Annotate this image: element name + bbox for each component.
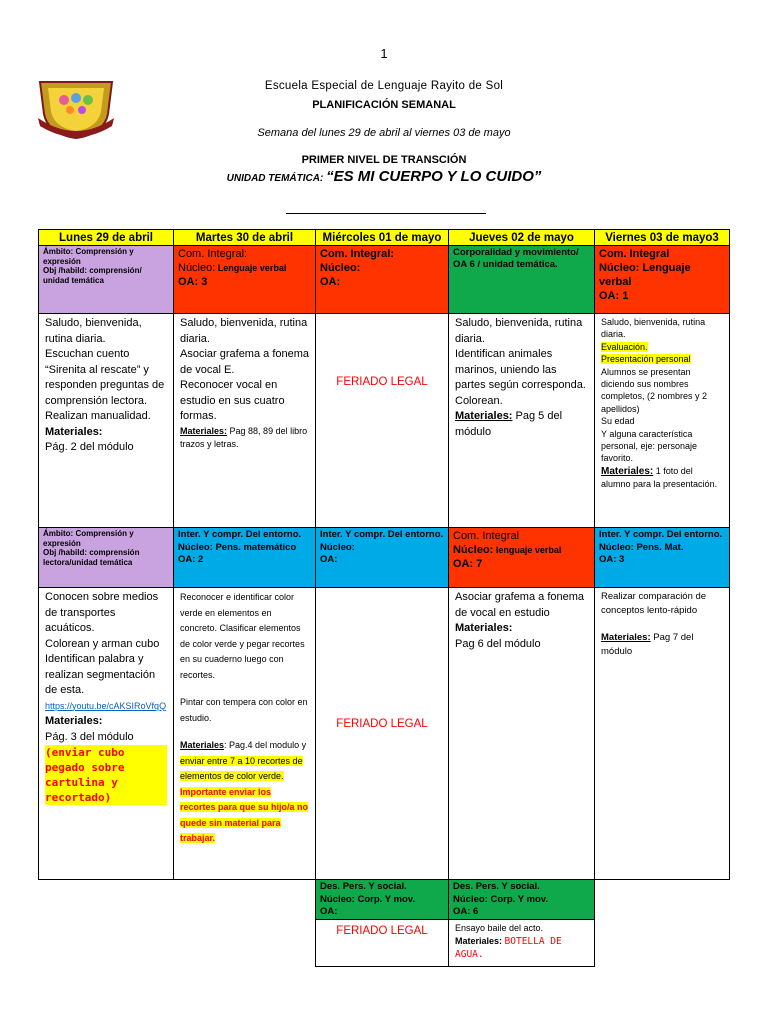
school-name: Escuela Especial de Lenguaje Rayito de Sol — [264, 80, 504, 92]
video-link[interactable]: https://youtu.be/cAKSIRoVfqQ — [45, 700, 167, 711]
thursday-head-1: Corporalidad y movimiento/ OA 6 / unidad temática. — [449, 246, 595, 314]
wednesday-head-1: Com. Integral: Núcleo: OA: — [316, 246, 449, 314]
unit-name: “ES MI CUERPO Y LO CUIDO” — [326, 168, 542, 185]
tuesday-head-1: Com. Integral: Núcleo: Lenguaje verbal OA: 3 — [174, 246, 316, 314]
page-number: 1 — [380, 46, 388, 61]
friday-activities-1: Saludo, bienvenida, rutina diaria. Evaluación. Presentación personal Alumnos se presentan diciendo sus nombres completos, (2 nombres y 2 apellidos) Su edad Y alguna característica personal, eje: personaje favorito. Materiales: 1 foto del alumno para la presentación. — [595, 314, 730, 528]
friday-head-1: Com. Integral Núcleo: Lenguaje verbal OA: 1 — [595, 246, 730, 314]
wednesday-holiday-3: FERIADO LEGAL — [316, 920, 449, 967]
thursday-activities-2: Asociar grafema a fonema de vocal en estudio Materiales: Pag 6 del módulo — [449, 588, 595, 880]
week-range: Semana del lunes 29 de abril al viernes 03 de mayo — [257, 127, 511, 139]
wednesday-head-2: Inter. Y compr. Del entorno. Núcleo: OA: — [316, 528, 449, 588]
extra-table — [315, 879, 595, 967]
thursday-head-3: Des. Pers. Y social. Núcleo: Corp. Y mov. OA: 6 — [449, 880, 595, 920]
tuesday-activities-2: Reconocer e identificar color verde en elementos en concreto. Clasificar elementos de color verde y pegar recortes en su cuaderno luego con recortes. Pintar con tempera con color en estudio. Materiales: Pag.4 del modulo y enviar entre 7 a 10 recortes de elementos de color verde. Importante enviar los recortes para que su hijo/a no quede sin material para trabajar. — [174, 588, 316, 880]
monday-head-2: Ámbito: Comprensión y expresión Obj /habild: comprensión lectora/unidad temática — [39, 528, 174, 588]
wednesday-holiday-2: FERIADO LEGAL — [316, 588, 449, 880]
friday-head-2: Inter. Y compr. Del entorno. Núcleo: Pens. Mat. OA: 3 — [595, 528, 730, 588]
monday-activities-1: Saludo, bienvenida, rutina diaria. Escuchan cuento “Sirenita al rescate” y responden preguntas de comprensión lectora. Realizan manualidad. Materiales: Pág. 2 del módulo — [39, 314, 174, 528]
tuesday-activities-1: Saludo, bienvenida, rutina diaria. Asociar grafema a fonema de vocal E. Reconocer vocal en estudio en sus cuatro formas. Materiales: Pag 88, 89 del libro trazos y letras. — [174, 314, 316, 528]
day-header-tuesday: Martes 30 de abril — [174, 230, 316, 246]
thursday-activities-3: Ensayo baile del acto. Materiales: BOTELLA DE AGUA. — [449, 920, 595, 967]
thursday-head-2: Com. Integral Núcleo: lenguaje verbal OA: 7 — [449, 528, 595, 588]
level-title: PRIMER NIVEL DE TRANSCIÓN — [301, 154, 467, 166]
plan-title: PLANIFICACIÓN SEMANAL — [312, 99, 456, 111]
tuesday-head-2: Inter. Y compr. Del entorno. Núcleo: Pens. matemático OA: 2 — [174, 528, 316, 588]
day-header-friday: Viernes 03 de mayo3 — [595, 230, 730, 246]
wednesday-head-3: Des. Pers. Y social. Núcleo: Corp. Y mov. OA: — [316, 880, 449, 920]
divider — [286, 213, 486, 214]
unit-title — [0, 168, 768, 185]
friday-activities-2: Realizar comparación de conceptos lento-rápido Materiales: Pag 7 del módulo — [595, 588, 730, 880]
unit-label: UNIDAD TEMÁTICA: — [226, 173, 327, 184]
day-header-wednesday: Miércoles 01 de mayo — [316, 230, 449, 246]
schedule-table — [38, 229, 730, 880]
wednesday-holiday-1: FERIADO LEGAL — [316, 314, 449, 528]
day-header-monday: Lunes 29 de abril — [39, 230, 174, 246]
thursday-activities-1: Saludo, bienvenida, rutina diaria. Identifican animales marinos, uniendo las partes según corresponda. Colorean. Materiales: Pag 5 del módulo — [449, 314, 595, 528]
day-header-thursday: Jueves 02 de mayo — [449, 230, 595, 246]
monday-activities-2: Conocen sobre medios de transportes acuáticos. Colorean y arman cubo Identifican palabra y realizan segmentación de esta. https://youtu.be/cAKSIRoVfqQ Materiales: Pág. 3 del módulo (enviar cubo pegado sobre cartulina y recortado) — [39, 588, 174, 880]
monday-head-1: Ámbito: Comprensión y expresión Obj /habild: comprensión/ unidad temática — [39, 246, 174, 314]
